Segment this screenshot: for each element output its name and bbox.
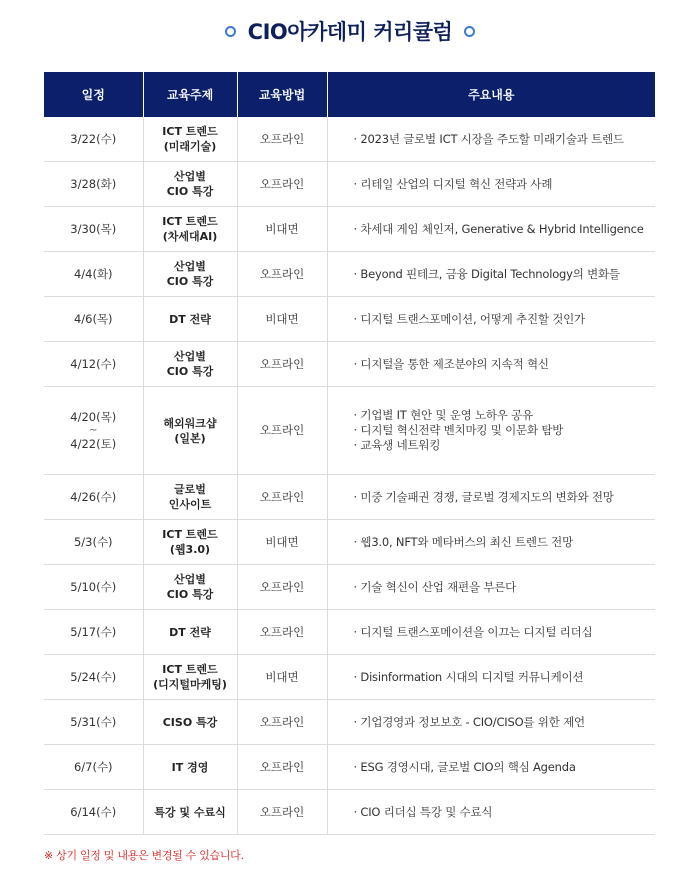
topic-cell	[143, 297, 237, 342]
content-text: · 기술 혁신이 산업 재편을 부른다	[353, 579, 517, 594]
date-text: 4/22(토)	[70, 436, 117, 451]
content-cell	[327, 342, 655, 387]
topic-cell	[143, 700, 237, 745]
topic-text: (웹3.0)	[169, 543, 211, 556]
topic-cell	[143, 162, 237, 207]
header-date: 일정	[44, 72, 143, 117]
method-cell: 비대면	[237, 207, 327, 252]
date-cell	[44, 252, 143, 297]
method-cell: 비대면	[237, 297, 327, 342]
date-text: 4/26(수)	[70, 489, 117, 504]
date-cell	[44, 610, 143, 655]
content-text: · Beyond 핀테크, 금융 Digital Technology의 변화들	[353, 266, 620, 281]
content-text: · Disinformation 시대의 디지털 커뮤니케이션	[353, 669, 584, 684]
topic-text: ICT 트렌드	[162, 663, 218, 676]
date-text: 6/14(수)	[70, 804, 117, 819]
topic-cell	[143, 790, 237, 835]
content-text: · 차세대 게임 체인저, Generative & Hybrid Intelligence	[353, 221, 644, 236]
content-cell	[327, 655, 655, 700]
content-cell	[327, 700, 655, 745]
topic-text: (차세대AI)	[162, 230, 218, 243]
table-row	[44, 475, 655, 520]
content-cell	[327, 117, 655, 162]
table-header-row	[44, 72, 655, 117]
method-cell: 오프라인	[237, 387, 327, 475]
date-text: 5/31(수)	[70, 714, 117, 729]
content-cell	[327, 252, 655, 297]
topic-text: ICT 트렌드	[162, 528, 218, 541]
date-text: 4/6(목)	[73, 311, 113, 326]
topic-text: IT 경영	[171, 760, 209, 774]
page-header	[0, 14, 700, 48]
method-cell: 오프라인	[237, 745, 327, 790]
date-cell	[44, 700, 143, 745]
topic-text: 산업별	[174, 170, 206, 183]
date-text: ~	[89, 424, 98, 436]
table-row	[44, 790, 655, 835]
date-cell	[44, 342, 143, 387]
topic-cell	[143, 342, 237, 387]
topic-cell	[143, 387, 237, 475]
content-text: · 기업별 IT 현안 및 운영 노하우 공유	[353, 408, 533, 422]
content-cell	[327, 475, 655, 520]
date-text: 5/10(수)	[70, 579, 117, 594]
date-text: 5/24(수)	[70, 669, 117, 684]
content-text: · 미중 기술패권 경쟁, 글로벌 경제지도의 변화와 전망	[353, 489, 614, 504]
content-text: · CIO 리더십 특강 및 수료식	[353, 804, 493, 819]
method-cell: 오프라인	[237, 790, 327, 835]
method-cell: 오프라인	[237, 117, 327, 162]
date-cell	[44, 520, 143, 565]
method-cell: 오프라인	[237, 252, 327, 297]
content-text: · 디지털 트랜스포메이션을 이끄는 디지털 리더십	[353, 624, 593, 639]
table-row	[44, 655, 655, 700]
header-method: 교육방법	[237, 72, 327, 117]
method-cell: 오프라인	[237, 342, 327, 387]
topic-text: CIO 특강	[166, 588, 214, 601]
topic-cell	[143, 117, 237, 162]
content-text: · 디지털 트랜스포메이션, 어떻게 추진할 것인가	[353, 311, 585, 326]
topic-cell	[143, 745, 237, 790]
content-cell	[327, 387, 655, 475]
topic-text: CIO 특강	[166, 275, 214, 288]
topic-text: (미래기술)	[163, 140, 217, 153]
content-cell	[327, 207, 655, 252]
content-text: · ESG 경영시대, 글로벌 CIO의 핵심 Agenda	[353, 759, 576, 774]
method-cell: 오프라인	[237, 565, 327, 610]
topic-text: CIO 특강	[166, 365, 214, 378]
content-text: · 리테일 산업의 디지털 혁신 전략과 사례	[353, 176, 553, 191]
content-cell	[327, 565, 655, 610]
date-cell	[44, 745, 143, 790]
topic-text: ICT 트렌드	[162, 125, 218, 138]
table-row	[44, 162, 655, 207]
content-text: · 디지털 혁신전략 벤치마킹 및 이문화 탐방	[353, 423, 564, 437]
topic-text: 인사이트	[168, 498, 212, 511]
date-cell	[44, 117, 143, 162]
date-text: 5/17(수)	[70, 624, 117, 639]
topic-cell	[143, 610, 237, 655]
date-cell	[44, 475, 143, 520]
topic-text: 산업별	[174, 260, 206, 273]
content-text: · 2023년 글로벌 ICT 시장을 주도할 미래기술과 트렌드	[353, 131, 624, 146]
header-content: 주요내용	[327, 72, 655, 117]
topic-text: 글로벌	[174, 483, 206, 496]
topic-text: 산업별	[174, 573, 206, 586]
date-cell	[44, 162, 143, 207]
topic-cell	[143, 520, 237, 565]
table-row	[44, 387, 655, 475]
method-cell: 오프라인	[237, 162, 327, 207]
table-body	[44, 117, 655, 835]
topic-cell	[143, 207, 237, 252]
date-cell	[44, 655, 143, 700]
date-cell	[44, 207, 143, 252]
table-row	[44, 610, 655, 655]
topic-text: DT 전략	[169, 625, 211, 639]
curriculum-table	[44, 72, 655, 835]
content-cell	[327, 297, 655, 342]
date-text: 3/28(화)	[70, 176, 117, 191]
topic-text: CISO 특강	[162, 715, 218, 729]
content-cell	[327, 790, 655, 835]
date-text: 4/12(수)	[70, 356, 117, 371]
content-text: · 교육생 네트워킹	[353, 438, 441, 452]
table-row	[44, 520, 655, 565]
date-cell	[44, 387, 143, 475]
table-row	[44, 700, 655, 745]
content-text: · 웹3.0, NFT와 메타버스의 최신 트렌드 전망	[353, 534, 573, 549]
date-cell	[44, 565, 143, 610]
topic-text: DT 전략	[169, 312, 211, 326]
table-row	[44, 117, 655, 162]
content-text: · 기업경영과 정보보호 - CIO/CISO를 위한 제언	[353, 714, 585, 729]
table-row	[44, 207, 655, 252]
header-topic: 교육주제	[143, 72, 237, 117]
date-cell	[44, 297, 143, 342]
page-title: CIO아카데미 커리큘럼	[247, 20, 453, 44]
topic-text: ICT 트렌드	[162, 215, 218, 228]
content-cell	[327, 745, 655, 790]
date-text: 5/3(수)	[73, 534, 113, 549]
topic-cell	[143, 655, 237, 700]
circle-ring-icon	[464, 26, 475, 37]
topic-cell	[143, 475, 237, 520]
method-cell: 오프라인	[237, 610, 327, 655]
date-text: 4/20(목)	[70, 409, 117, 424]
date-text: 3/22(수)	[70, 131, 117, 146]
table-row	[44, 252, 655, 297]
topic-text: 산업별	[174, 350, 206, 363]
date-text: 6/7(수)	[73, 759, 113, 774]
change-notice: ※ 상기 일정 및 내용은 변경될 수 있습니다.	[44, 849, 244, 862]
method-cell: 오프라인	[237, 700, 327, 745]
topic-text: 해외워크샵	[163, 416, 217, 430]
content-cell	[327, 162, 655, 207]
method-cell: 비대면	[237, 655, 327, 700]
content-cell	[327, 520, 655, 565]
table-row	[44, 745, 655, 790]
table-row	[44, 297, 655, 342]
circle-ring-icon	[225, 26, 236, 37]
date-text: 4/4(화)	[73, 266, 113, 281]
topic-cell	[143, 252, 237, 297]
content-cell	[327, 610, 655, 655]
method-cell: 비대면	[237, 520, 327, 565]
method-cell: 오프라인	[237, 475, 327, 520]
table-row	[44, 565, 655, 610]
table-row	[44, 342, 655, 387]
content-text: · 디지털을 통한 제조분야의 지속적 혁신	[353, 356, 549, 371]
topic-text: CIO 특강	[166, 185, 214, 198]
topic-text: (일본)	[174, 431, 206, 445]
topic-cell	[143, 565, 237, 610]
date-cell	[44, 790, 143, 835]
date-text: 3/30(목)	[70, 221, 117, 236]
topic-text: (디지털마케팅)	[153, 678, 227, 691]
topic-text: 특강 및 수료식	[154, 805, 226, 819]
